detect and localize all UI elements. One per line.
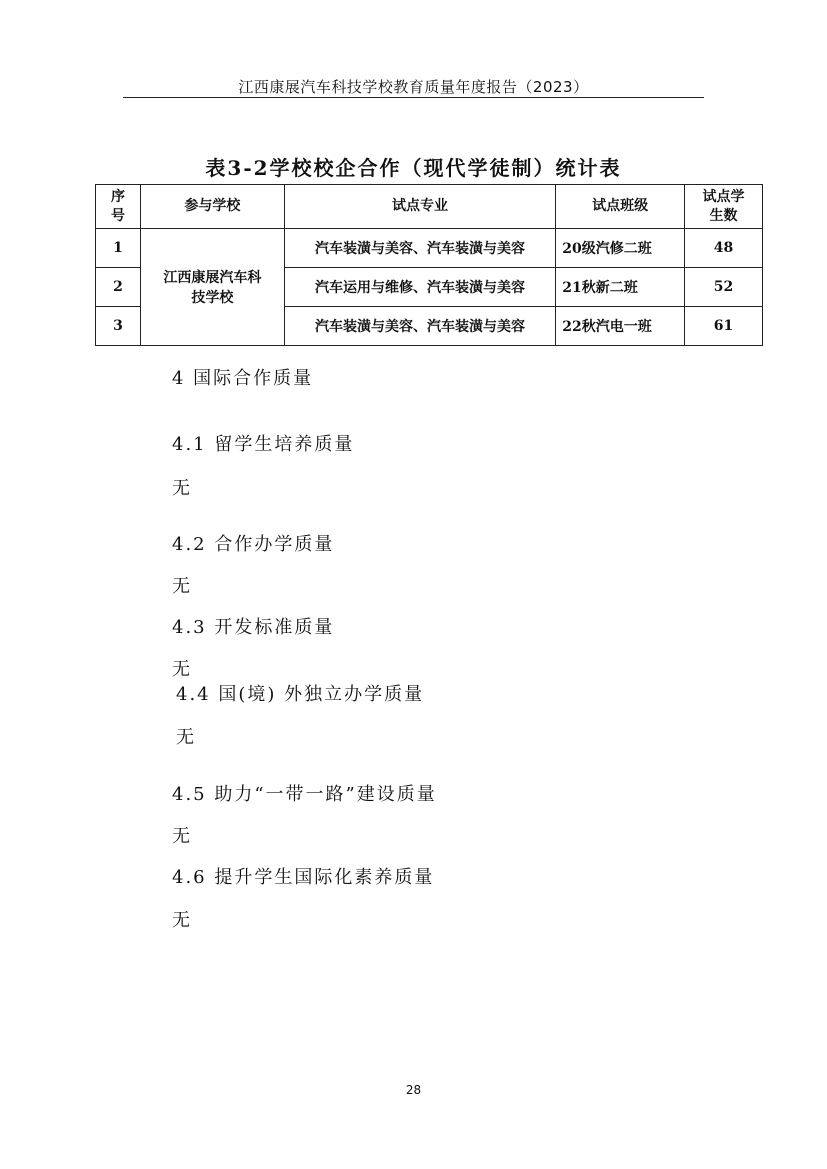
row-class: 20级汽修二班 — [556, 229, 685, 268]
row-class: 21秋新二班 — [556, 268, 685, 307]
row-students: 61 — [685, 307, 763, 346]
header-students-line-1: 试点学 — [702, 188, 745, 205]
section-4-4-heading: 4.4 国(境) 外独立办学质量 — [176, 684, 425, 705]
school-line-1: 江西康展汽车科 — [163, 270, 262, 286]
header-major: 试点专业 — [284, 185, 556, 229]
row-class: 22秋汽电一班 — [556, 307, 685, 346]
page-number: 28 — [405, 1083, 422, 1097]
section-4-2-heading: 4.2 合作办学质量 — [172, 534, 335, 555]
row-students: 48 — [685, 229, 763, 268]
table-row — [96, 229, 763, 268]
section-4-1-body: 无 — [172, 478, 190, 499]
section-4-1-heading: 4.1 留学生培养质量 — [172, 434, 355, 455]
row-students: 52 — [685, 268, 763, 307]
header-rule — [123, 97, 704, 98]
header-school: 参与学校 — [140, 185, 284, 229]
row-major: 汽车运用与维修、汽车装潢与美容 — [284, 268, 556, 307]
table-title: 表3-2学校校企合作（现代学徒制）统计表 — [205, 156, 622, 180]
header-students-line-2: 生数 — [709, 207, 738, 224]
row-major: 汽车装潢与美容、汽车装潢与美容 — [284, 229, 556, 268]
header-students — [685, 185, 763, 229]
row-seq: 3 — [96, 307, 141, 346]
section-4-2-body: 无 — [172, 576, 190, 597]
table-header-row — [96, 185, 763, 229]
header-seq-line-2: 号 — [110, 207, 125, 224]
header-seq — [96, 185, 141, 229]
section-4-5-body: 无 — [172, 826, 190, 847]
row-seq: 2 — [96, 268, 141, 307]
section-4-6-body: 无 — [172, 910, 190, 931]
header-seq-line-1: 序 — [110, 188, 125, 205]
cooperation-table — [95, 184, 763, 346]
page-header: 江西康展汽车科技学校教育质量年度报告（2023） — [238, 78, 589, 96]
section-4-3-heading: 4.3 开发标准质量 — [172, 617, 335, 638]
section-4-heading: 4 国际合作质量 — [172, 368, 314, 389]
section-4-5-heading: 4.5 助力“一带一路”建设质量 — [172, 784, 437, 805]
school-line-2: 技学校 — [191, 290, 234, 306]
section-4-4-body: 无 — [176, 727, 194, 748]
section-4-3-body: 无 — [172, 659, 190, 680]
section-4-6-heading: 4.6 提升学生国际化素养质量 — [172, 867, 435, 888]
header-class: 试点班级 — [556, 185, 685, 229]
row-major: 汽车装潢与美容、汽车装潢与美容 — [284, 307, 556, 346]
row-seq: 1 — [96, 229, 141, 268]
school-cell — [140, 229, 284, 346]
